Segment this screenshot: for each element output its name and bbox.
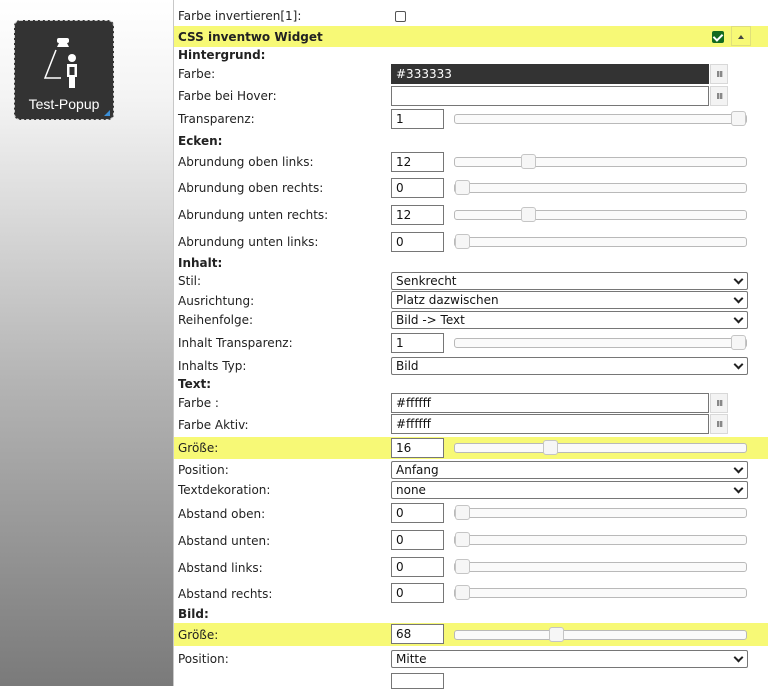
text-heading: Text: xyxy=(178,377,212,391)
row-inhalt-transparenz xyxy=(174,330,768,356)
bild-position-select[interactable]: Mitte xyxy=(391,650,748,668)
row-farbe-invertieren xyxy=(174,6,768,26)
slider-knob[interactable] xyxy=(455,532,470,547)
ausrichtung-label: Ausrichtung: xyxy=(178,293,255,308)
abstand-label: Abstand oben: xyxy=(178,506,266,521)
abstand-oben-input[interactable]: 0 xyxy=(391,503,444,523)
abstand-label: Abstand unten: xyxy=(178,533,271,548)
row-text-groesse xyxy=(174,437,768,459)
row-abrundung-oben-rechts xyxy=(174,175,768,201)
color-picker-icon[interactable] xyxy=(710,86,728,106)
inhalt-transparenz-slider[interactable] xyxy=(454,338,747,348)
transparenz-label: Transparenz: xyxy=(178,112,255,126)
slider-knob[interactable] xyxy=(455,585,470,600)
bild-position-label: Position: xyxy=(178,652,229,666)
section-header-css-inventwo xyxy=(174,26,768,47)
row-hover-farbe xyxy=(174,85,768,107)
abstand-oben-slider[interactable] xyxy=(454,508,747,518)
row-text-farbe-aktiv xyxy=(174,414,768,435)
row-abrundung-unten-links xyxy=(174,228,768,255)
abstand-unten-input[interactable]: 0 xyxy=(391,530,444,550)
partial-input[interactable] xyxy=(391,673,444,689)
test-popup-widget[interactable] xyxy=(14,20,114,120)
text-position-select[interactable]: Anfang xyxy=(391,461,748,479)
text-farbe-aktiv-input[interactable]: #ffffff xyxy=(391,414,709,434)
slider-knob[interactable] xyxy=(455,180,470,195)
abstand-unten-slider[interactable] xyxy=(454,535,747,545)
inhalts-typ-select[interactable]: Bild xyxy=(391,357,748,375)
heading-ecken xyxy=(174,132,768,149)
farbe-invertieren-label: Farbe invertieren[1]: xyxy=(178,9,302,23)
abrundung-label: Abrundung unten rechts: xyxy=(178,207,329,222)
reihenfolge-label: Reihenfolge: xyxy=(178,313,254,327)
bild-groesse-input[interactable]: 68 xyxy=(391,624,444,644)
hintergrund-heading: Hintergrund: xyxy=(178,48,266,62)
row-text-farbe xyxy=(174,392,768,414)
heading-hintergrund xyxy=(174,47,768,63)
row-reihenfolge xyxy=(174,310,768,330)
abrundung-label: Abrundung oben rechts: xyxy=(178,181,324,195)
abrundung-unten-rechts-input[interactable]: 12 xyxy=(391,205,444,225)
section-enabled-checkbox[interactable] xyxy=(712,31,724,43)
row-abstand-oben xyxy=(174,500,768,527)
abrundung-label: Abrundung unten links: xyxy=(178,234,319,249)
slider-knob[interactable] xyxy=(521,207,536,222)
inhalts-typ-label: Inhalts Typ: xyxy=(178,359,247,373)
row-text-position xyxy=(174,460,768,480)
row-partial xyxy=(174,671,768,686)
ecken-heading: Ecken: xyxy=(178,133,223,148)
text-groesse-input[interactable]: 16 xyxy=(391,438,444,458)
textdekoration-label: Textdekoration: xyxy=(178,483,271,497)
color-picker-icon[interactable] xyxy=(710,414,728,434)
farbe-invertieren-checkbox[interactable] xyxy=(395,11,406,22)
textdekoration-select[interactable]: none xyxy=(391,481,748,499)
color-picker-icon[interactable] xyxy=(710,64,728,84)
abstand-links-slider[interactable] xyxy=(454,562,747,572)
hover-farbe-label: Farbe bei Hover: xyxy=(178,89,277,103)
ausrichtung-select[interactable]: Platz dazwischen xyxy=(391,291,748,309)
abrundung-unten-links-input[interactable]: 0 xyxy=(391,232,444,252)
slider-knob[interactable] xyxy=(455,234,470,249)
abrundung-oben-links-slider[interactable] xyxy=(454,157,747,167)
row-ausrichtung xyxy=(174,291,768,310)
text-position-label: Position: xyxy=(178,463,229,477)
row-stil xyxy=(174,271,768,291)
text-farbe-input[interactable]: #ffffff xyxy=(391,393,709,413)
abrundung-oben-rechts-slider[interactable] xyxy=(454,183,747,193)
row-textdekoration xyxy=(174,480,768,500)
slider-knob[interactable] xyxy=(455,505,470,520)
slider-knob[interactable] xyxy=(549,627,564,642)
collapse-arrow-icon[interactable] xyxy=(731,26,751,46)
hintergrund-farbe-label: Farbe: xyxy=(178,67,216,81)
row-abrundung-unten-rechts xyxy=(174,201,768,228)
abstand-label: Abstand rechts: xyxy=(178,586,273,601)
transparenz-slider[interactable] xyxy=(454,114,747,124)
row-abstand-links xyxy=(174,554,768,581)
inhalt-transparenz-label: Inhalt Transparenz: xyxy=(178,336,293,350)
abrundung-oben-links-input[interactable]: 12 xyxy=(391,152,444,172)
abrundung-label: Abrundung oben links: xyxy=(178,155,314,169)
inhalt-heading: Inhalt: xyxy=(178,256,223,270)
hover-farbe-input[interactable] xyxy=(391,86,709,106)
section-title: CSS inventwo Widget xyxy=(178,29,323,44)
properties-panel xyxy=(174,0,768,686)
stil-label: Stil: xyxy=(178,274,202,288)
row-bild-groesse xyxy=(174,623,768,646)
slider-knob[interactable] xyxy=(455,559,470,574)
row-bild-position xyxy=(174,648,768,670)
text-groesse-label: Größe: xyxy=(178,441,219,455)
row-abrundung-oben-links xyxy=(174,149,768,175)
stil-select[interactable]: Senkrecht xyxy=(391,272,748,290)
text-groesse-slider[interactable] xyxy=(454,443,747,453)
heading-text xyxy=(174,376,768,392)
bild-groesse-slider[interactable] xyxy=(454,630,747,640)
abstand-rechts-slider[interactable] xyxy=(454,588,747,598)
row-inhalts-typ xyxy=(174,356,768,376)
inhalt-transparenz-input[interactable]: 1 xyxy=(391,333,444,353)
widget-label: Test-Popup xyxy=(28,96,100,112)
slider-knob[interactable] xyxy=(731,335,746,350)
color-picker-icon[interactable] xyxy=(710,393,728,413)
text-farbe-aktiv-label: Farbe Aktiv: xyxy=(178,417,249,432)
hintergrund-farbe-input[interactable]: #333333 xyxy=(391,64,709,84)
row-hintergrund-transparenz xyxy=(174,107,768,131)
resize-handle[interactable] xyxy=(104,110,110,116)
person-light-icon xyxy=(43,36,87,91)
abrundung-unten-rechts-slider[interactable] xyxy=(454,210,747,220)
text-farbe-label: Farbe : xyxy=(178,396,219,410)
bild-heading: Bild: xyxy=(178,607,209,621)
row-abstand-rechts xyxy=(174,581,768,606)
slider-knob[interactable] xyxy=(731,111,746,126)
bild-groesse-label: Größe: xyxy=(178,627,219,642)
slider-knob[interactable] xyxy=(521,154,536,169)
heading-inhalt xyxy=(174,255,768,271)
heading-bild xyxy=(174,606,768,622)
abrundung-oben-rechts-input[interactable]: 0 xyxy=(391,178,444,198)
abrundung-unten-links-slider[interactable] xyxy=(454,237,747,247)
slider-knob[interactable] xyxy=(543,440,558,455)
abstand-rechts-input[interactable]: 0 xyxy=(391,583,444,603)
abstand-label: Abstand links: xyxy=(178,560,263,575)
reihenfolge-select[interactable]: Bild -> Text xyxy=(391,311,748,329)
row-hintergrund-farbe xyxy=(174,63,768,85)
row-abstand-unten xyxy=(174,527,768,554)
transparenz-input[interactable]: 1 xyxy=(391,109,444,129)
abstand-links-input[interactable]: 0 xyxy=(391,557,444,577)
